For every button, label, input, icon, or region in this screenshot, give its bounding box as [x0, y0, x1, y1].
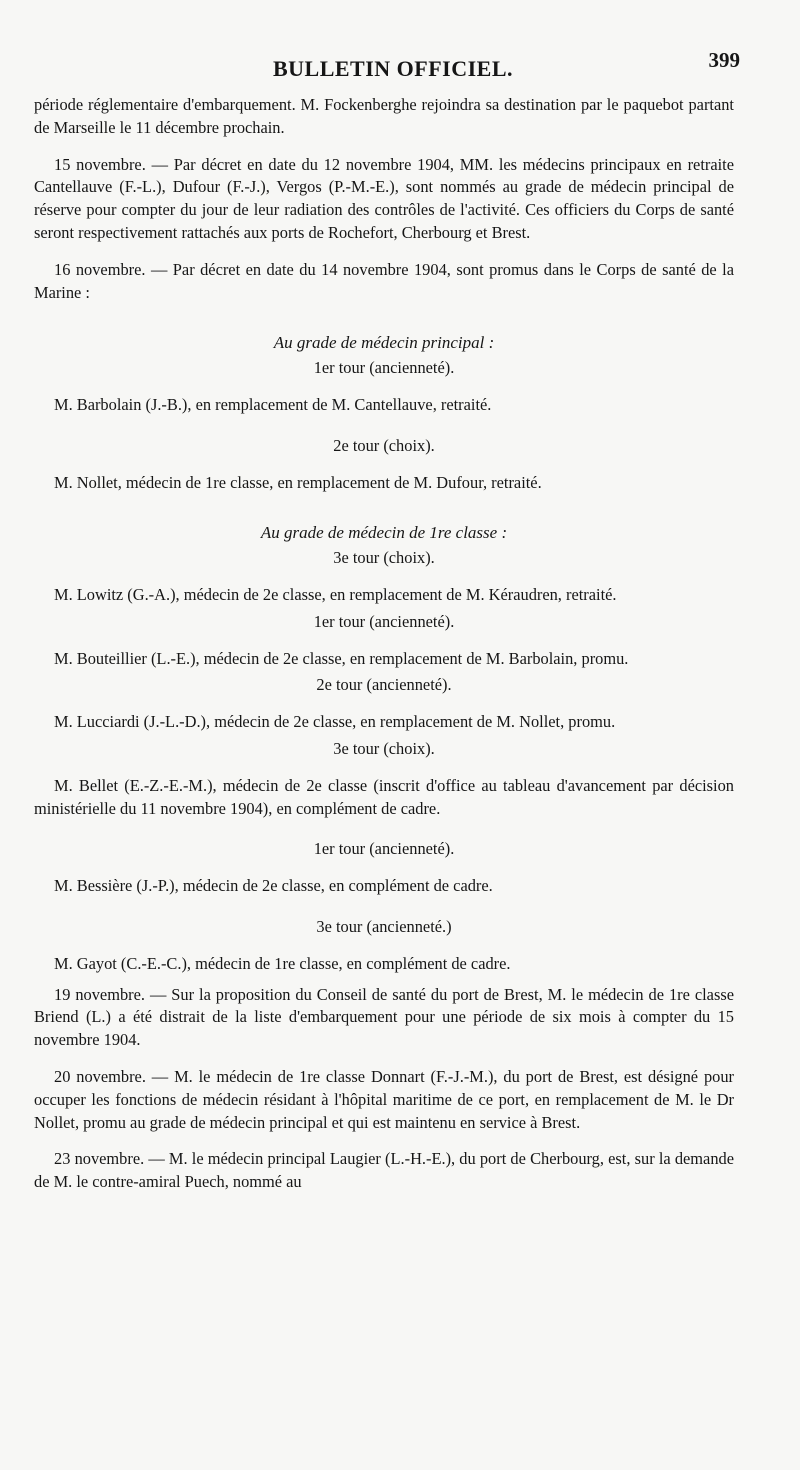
- section-heading-medecin-1re-classe: Au grade de médecin de 1re classe :: [260, 523, 508, 543]
- promotion-entry: M. Bouteillier (L.-E.), médecin de 2e classe, en remplacement de M. Barbolain, promu.: [54, 648, 629, 668]
- paragraph-20-novembre: 20 novembre. — M. le médecin de 1re classe Donnart (F.-J.-M.), du port de Brest, est désigné pour occuper les fonctions de médecin résidant à l'hôpital maritime de ce port, en remplacement de M. le Dr Nollet, promu au grade de médecin principal et qui est maintenu en service à Brest.: [34, 1066, 734, 1132]
- tour-label: 1er tour (ancienneté).: [313, 611, 455, 631]
- running-title: BULLETIN OFFICIEL.: [272, 56, 514, 81]
- promotion-entry: M. Bessière (J.-P.), médecin de 2e classe, en complément de cadre.: [54, 876, 493, 896]
- document-body: [34, 94, 734, 1194]
- page-header: [34, 48, 740, 94]
- tour-label: 1er tour (ancienneté).: [313, 839, 455, 859]
- paragraph-23-novembre: 23 novembre. — M. le médecin principal Laugier (L.-H.-E.), du port de Cherbourg, est, sur la demande de M. le contre-amiral Puech, nommé au: [34, 1149, 734, 1192]
- tour-label: 2e tour (choix).: [333, 435, 435, 455]
- promotion-entry: M. Lowitz (G.-A.), médecin de 2e classe, en remplacement de M. Kéraudren, retraité.: [54, 584, 617, 604]
- tour-label: 2e tour (ancienneté).: [316, 675, 452, 695]
- promotion-entry: M. Barbolain (J.-B.), en remplacement de M. Cantellauve, retraité.: [54, 394, 492, 414]
- promotion-entry: M. Gayot (C.-E.-C.), médecin de 1re classe, en complément de cadre.: [54, 953, 511, 973]
- tour-label: 3e tour (choix).: [333, 548, 435, 568]
- section-heading-medecin-principal: Au grade de médecin principal :: [273, 333, 495, 353]
- promotion-entry: M. Nollet, médecin de 1re classe, en remplacement de M. Dufour, retraité.: [54, 472, 542, 492]
- tour-label: 3e tour (ancienneté.): [316, 916, 452, 936]
- promotion-entry: M. Lucciardi (J.-L.-D.), médecin de 2e classe, en remplacement de M. Nollet, promu.: [54, 712, 616, 732]
- page-number: 399: [708, 48, 740, 72]
- paragraph-16-novembre: 16 novembre. — Par décret en date du 14 novembre 1904, sont promus dans le Corps de santé de la Marine :: [34, 259, 734, 302]
- paragraph-19-novembre: 19 novembre. — Sur la proposition du Conseil de santé du port de Brest, M. le médecin de 1re classe Briend (L.) a été distrait de la liste d'embarquement pour une période de six mois à compter du 15 novembre 1904.: [34, 984, 734, 1050]
- tour-label: 1er tour (ancienneté).: [313, 358, 455, 378]
- tour-label: 3e tour (choix).: [333, 738, 435, 758]
- promotion-entry: M. Bellet (E.-Z.-E.-M.), médecin de 2e classe (inscrit d'office au tableau d'avancement par décision ministérielle du 11 novembre 1904), en complément de cadre.: [34, 775, 734, 818]
- paragraph-continuation: période réglementaire d'embarquement. M. Fockenberghe rejoindra sa destination par le paquebot partant de Marseille le 11 décembre prochain.: [34, 95, 734, 137]
- paragraph-15-novembre: 15 novembre. — Par décret en date du 12 novembre 1904, MM. les médecins principaux en retraite Cantellauve (F.-L.), Dufour (F.-J.), Vergos (P.-M.-E.), sont nommés au grade de médecin principal de réserve pour compter du jour de leur radiation des contrôles de l'activité. Ces officiers du Corps de santé seront respectivement rattachés aux ports de Rochefort, Cherbourg et Brest.: [34, 154, 734, 242]
